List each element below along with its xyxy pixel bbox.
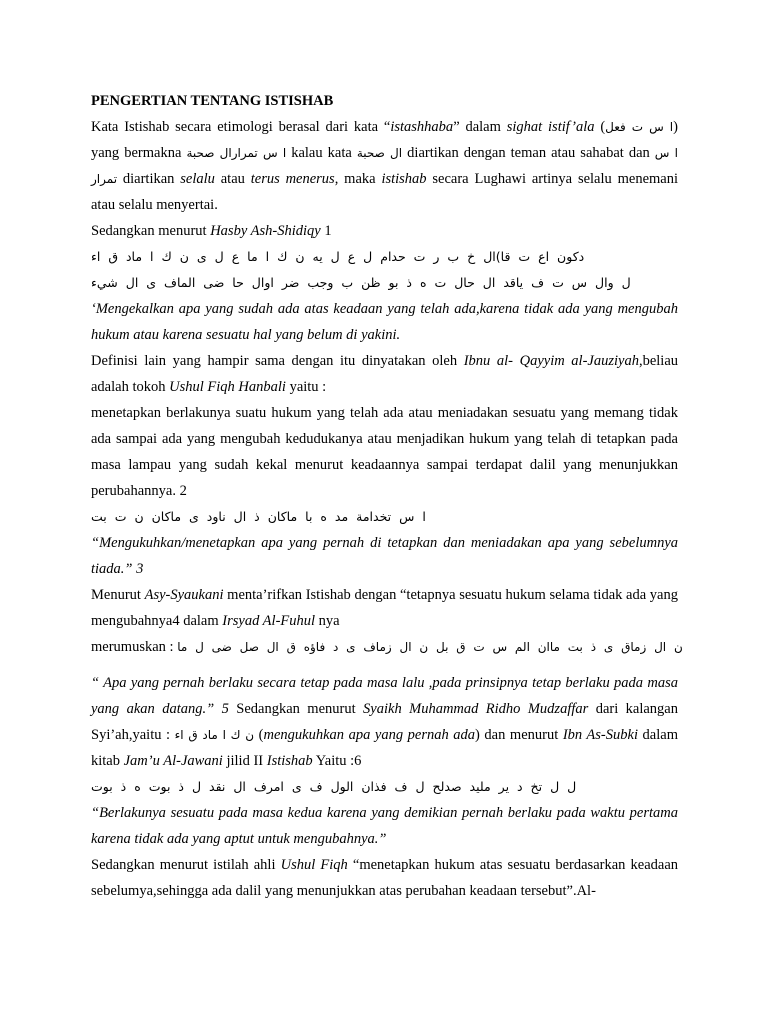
text: kalau kata [286, 145, 357, 161]
text: dari kalangan Syi’ah,yaitu : [91, 701, 678, 743]
arabic-inline: ال صحبة [356, 146, 403, 160]
arabic-inline: ا س تمرارال صحبة [186, 146, 287, 160]
text: ( [254, 727, 264, 743]
text: secara Lughawi artinya selalu menemani atau selalu menyertai. [91, 171, 678, 213]
arabic-line-1: دكون اع ت قا)ال خ ب ر ت حدام ل ع ل يه ن ك ا ما ع ل ى ن ك ا ماد ق اء [91, 249, 585, 264]
term-istishab: istishab [381, 171, 427, 187]
text: “menetapkan hukum atas sesuatu berdasarkan keadaan sebelumya,sehingga ada dalil yang menunjukkan atas perubahan keadaan tersebut”.Al- [91, 857, 679, 899]
author-asy-syaukani: Asy-Syaukani [144, 587, 224, 603]
text: nya [315, 613, 340, 629]
text: Yaitu :6 [312, 753, 362, 769]
book-jamu-al-jawani: Jam’u Al-Jawani [123, 753, 223, 769]
quote-berlakunya: “Berlakunya sesuatu pada masa kedua karena yang demikian pernah berlaku pada waktu pertama karena tidak ada yang aptut untuk mengubahnya.” [91, 805, 678, 847]
text: menta’rifkan Istishab dengan “tetapnya sesuatu hukum selama tidak ada yang mengubahnya4 dalam [91, 587, 678, 629]
page-title: PENGERTIAN TENTANG ISTISHAB [91, 93, 334, 109]
text: , maka [334, 171, 382, 187]
arabic-line-2: ل وال س ت ف ياقد ال حال ت ه ذ بو ظن ب وجب ضر اوال حا ضى الماف ى ال شيء [91, 275, 631, 290]
arabic-line-4: ل ل تخ د ير مليد صدلح ل ف فذان الول ف ى امرف ال نقد ل ذ بوت ه ذ بوت [91, 779, 577, 794]
term-ushul-fiqh: Ushul Fiqh [280, 857, 348, 873]
text: Sedangkan menurut [91, 223, 211, 239]
arabic-inline: ا س تمرار [91, 146, 679, 186]
term-sighat: sighat istif’ala [506, 119, 595, 135]
arabic-inline: ن ك ا ماد ق اء [174, 728, 255, 742]
text: Kata Istishab secara etimologi berasal dari kata “ [91, 119, 391, 135]
paragraph-merumuskan [91, 634, 683, 660]
author-syaikh-muhammad-ridho: Syaikh Muhammad Ridho Mudzaffar [363, 701, 589, 717]
text: ” dalam [453, 119, 507, 135]
text: ,beliau adalah tokoh [91, 353, 679, 395]
term-ushul-fiqh-hanbali: Ushul Fiqh Hanbali [169, 379, 286, 395]
text: dalam kitab [91, 727, 678, 769]
term-istashhaba: istashhaba [390, 119, 454, 135]
text: ) yang bermakna [91, 119, 678, 161]
text: jilid II [222, 753, 267, 769]
text: merumuskan : [91, 639, 178, 655]
text: Definisi lain yang hampir sama dengan itu dinyatakan oleh [91, 353, 464, 369]
arabic-line-3: ا س تخدامة مد ه با ماكان ذ ال ناود ى ماكان ن ت بت [91, 509, 426, 524]
document-body [91, 88, 683, 904]
quote-hasby-translation: ‘Mengekalkan apa yang sudah ada atas keadaan yang telah ada,karena tidak ada yang mengubah hukum atau karena sesuatu hal yang belum di yakini. [91, 301, 678, 343]
arabic-inline: ن ال زماق ى ذ بت ماان الم س ت ق بل ن ال زماف ى د فاؤه ق ال صل ضى ل ما [177, 640, 683, 654]
paragraph-prinsip [91, 670, 678, 774]
paragraph-asy-syaukani [91, 582, 678, 634]
text: Sedangkan menurut [228, 701, 364, 717]
paragraph-hasby [91, 218, 678, 244]
quote-mengukuhkan-inline: mengukuhkan apa yang pernah ada [263, 727, 476, 743]
text: yaitu : [285, 379, 327, 395]
term-istishab: Istishab [266, 753, 313, 769]
quote-mengukuhkan: “Mengukuhkan/menetapkan apa yang pernah di tetapkan dan meniadakan apa yang sebelumnya tiada.” 3 [91, 535, 678, 577]
text: Menurut [91, 587, 145, 603]
author-ibnu-qayyim: Ibnu al- Qayyim al-Jauziyah [463, 353, 639, 369]
paragraph-istilah [91, 852, 678, 904]
spacer [91, 660, 678, 670]
quote-prinsip: “ Apa yang pernah berlaku secara tetap pada masa lalu ,pada prinsipnya tetap berlaku pada masa yang akan datang.” 5 [91, 675, 678, 717]
term-selalu: selalu [180, 171, 215, 187]
paragraph-ibnu-qayyim [91, 348, 678, 400]
text: ( [594, 119, 606, 135]
author-hasby: Hasby Ash-Shidiqy [210, 223, 321, 239]
text: ) dan menurut [475, 727, 563, 743]
book-irsyad-al-fuhul: Irsyad Al-Fuhul [222, 613, 316, 629]
footnote-ref: 1 [320, 223, 332, 239]
text: diartikan [117, 171, 181, 187]
arabic-inline: ا س ت فعل [605, 120, 674, 134]
text: Sedangkan menurut istilah ahli [91, 857, 281, 873]
text: atau [214, 171, 251, 187]
paragraph-definition: menetapkan berlakunya suatu hukum yang telah ada atau meniadakan sesuatu yang memang tidak ada sampai ada yang mengubah kedudukanya atau menjadikan hukum yang telah di tetapkan pada masa lampau yang sudah kekal menurut keadaannya sampai terdapat dalil yang menunjukkan perubahannya. 2 [91, 405, 678, 499]
paragraph-etymology [91, 114, 678, 218]
author-ibn-as-subki: Ibn As-Subki [562, 727, 638, 743]
text: diartikan dengan teman atau sahabat dan [402, 145, 655, 161]
term-terus-menerus: terus menerus [250, 171, 335, 187]
